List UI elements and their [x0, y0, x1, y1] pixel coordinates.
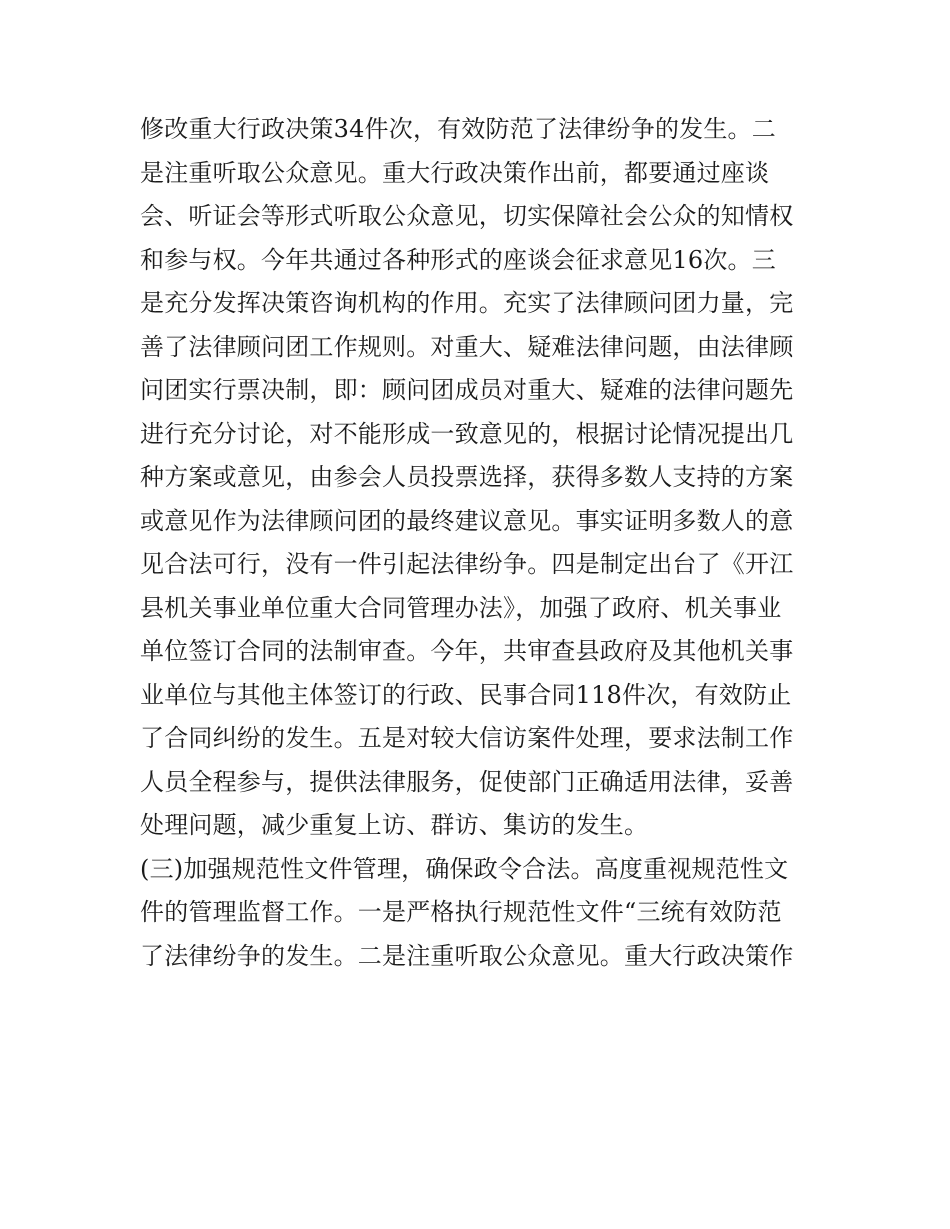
- text-line: 人员全程参与，提供法律服务，促使部门正确适用法律，妥善: [140, 767, 794, 796]
- text-line: 县机关事业单位重大合同管理办法》，加强了政府、机关事业: [140, 593, 782, 622]
- text-line: 单位签订合同的法制审查。今年，共审查县政府及其他机关事: [140, 637, 794, 665]
- body-text: [140, 108, 820, 978]
- text-line: 会、听证会等形式听取公众意见，切实保障社会公众的知情权: [140, 202, 794, 230]
- text-line: 善了法律顾问团工作规则。对重大、疑难法律问题，由法律顾: [140, 332, 794, 361]
- text-line: 是注重听取公众意见。重大行政决策作出前，都要通过座谈: [140, 158, 770, 187]
- text-line: 是充分发挥决策咨询机构的作用。充实了法律顾问团力量，完: [140, 289, 794, 317]
- text-line: 进行充分讨论，对不能形成一致意见的，根据讨论情况提出几: [140, 419, 794, 448]
- text-line: 件的管理监督工作。一是严格执行规范性文件“三统有效防范: [140, 898, 782, 926]
- text-line: 见合法可行，没有一件引起法律纷争。四是制定出台了《开江: [140, 550, 794, 578]
- text-line: 修改重大行政决策34件次，有效防范了法律纷争的发生。二: [140, 115, 776, 143]
- text-line: 和参与权。今年共通过各种形式的座谈会征求意见16次。三: [140, 245, 776, 274]
- text-line: 业单位与其他主体签订的行政、民事合同118件次，有效防止: [140, 680, 792, 709]
- text-line: 或意见作为法律顾问团的最终建议意见。事实证明多数人的意: [140, 506, 794, 535]
- text-line: 问团实行票决制，即：顾问团成员对重大、疑难的法律问题先: [140, 376, 794, 404]
- text-line: 了法律纷争的发生。二是注重听取公众意见。重大行政决策作: [140, 941, 794, 970]
- text-line: 了合同纠纷的发生。五是对较大信访案件处理，要求法制工作: [140, 724, 794, 752]
- section-heading-line: (三)加强规范性文件管理，确保政令合法。高度重视规范性文: [140, 854, 789, 883]
- text-line: 处理问题，减少重复上访、群访、集访的发生。: [140, 811, 649, 839]
- text-line: 种方案或意见，由参会人员投票选择，获得多数人支持的方案: [140, 463, 794, 491]
